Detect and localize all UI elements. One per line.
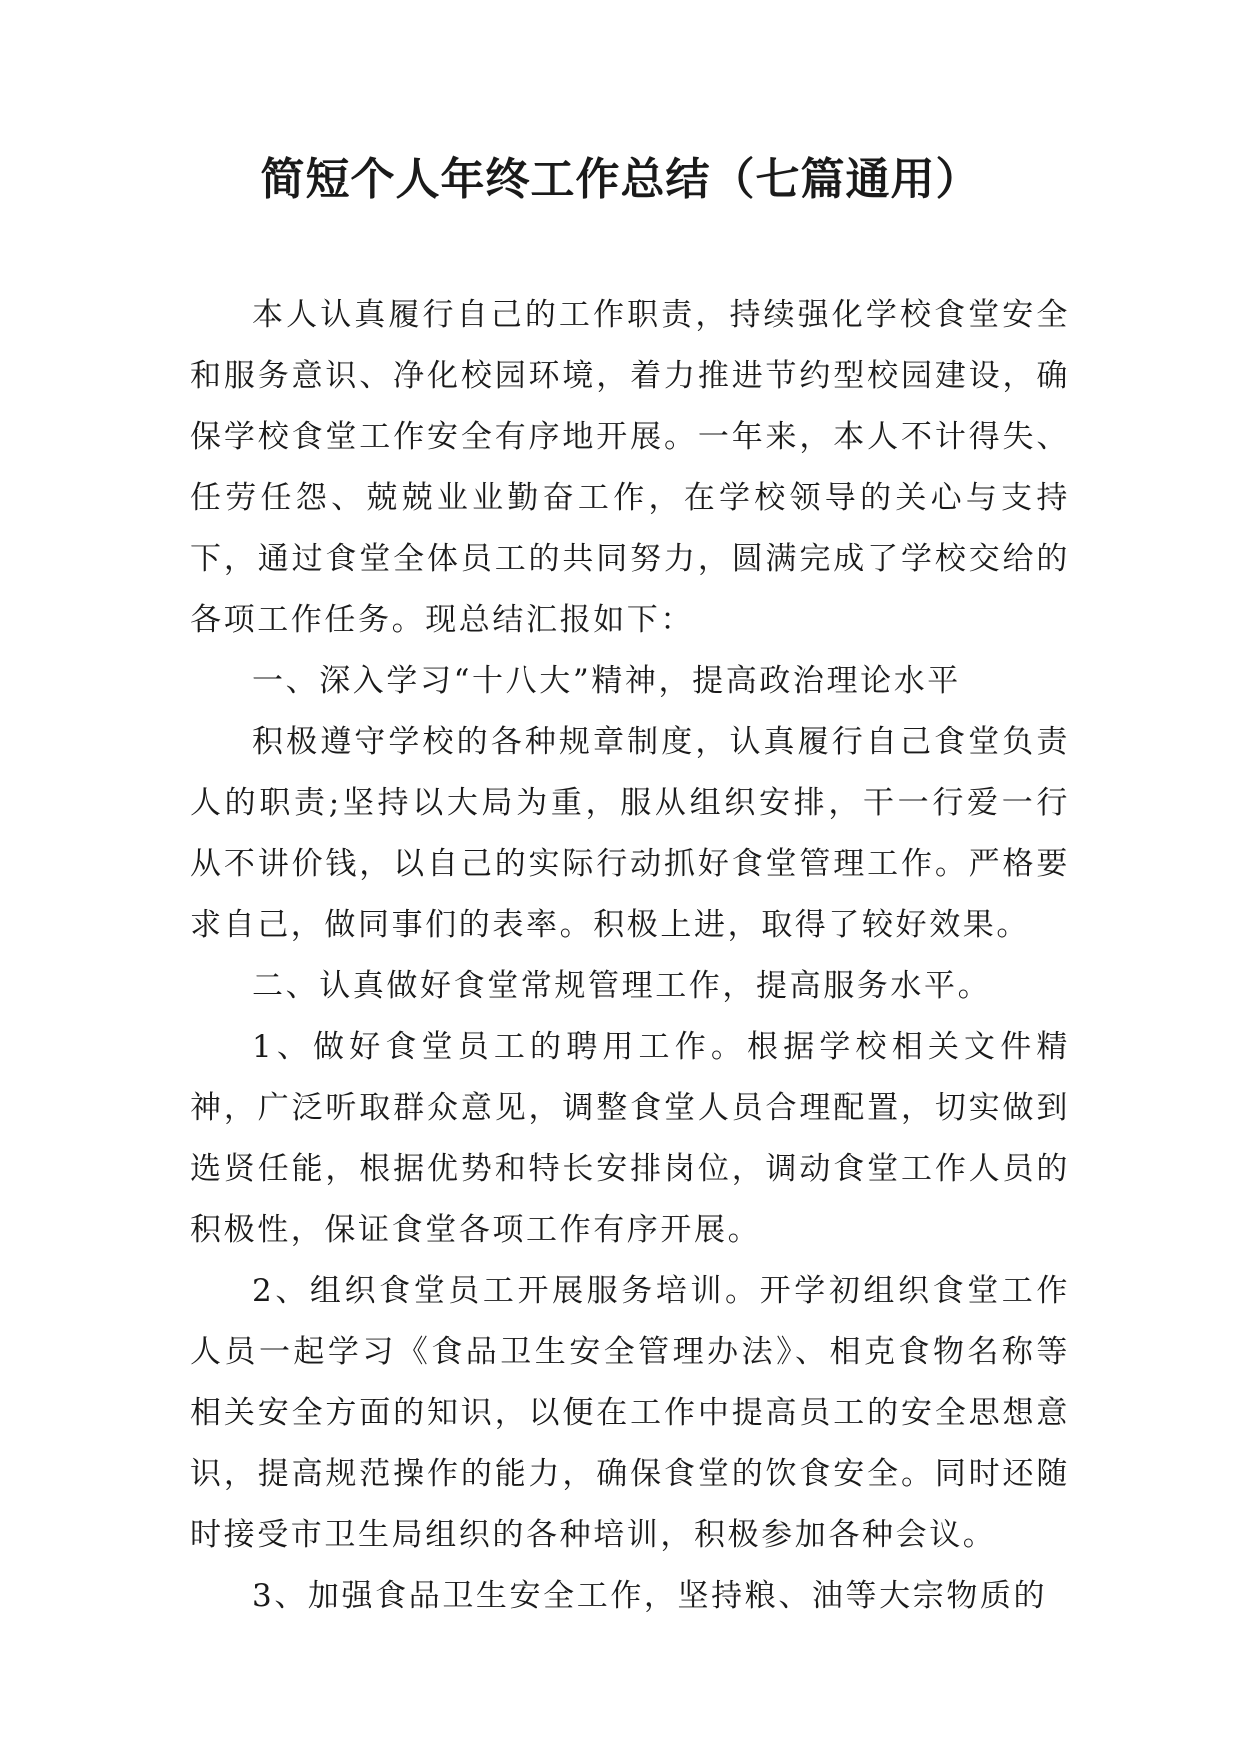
intro-paragraph: 本人认真履行自己的工作职责，持续强化学校食堂安全和服务意识、净化校园环境，着力推进节约型校园建设，确保学校食堂工作安全有序地开展。一年来，本人不计得失、任劳任怨、兢兢业业勤奋工作，在学校领导的关心与支持下，通过食堂全体员工的共同努力，圆满完成了学校交给的各项工作任务。现总结汇报如下： [190, 297, 1070, 638]
section-heading-1: 一、深入学习“十八大”精神，提高政治理论水平 [252, 663, 961, 699]
item-3-paragraph: 3、加强食品卫生安全工作，坚持粮、油等大宗物质的 [252, 1578, 1048, 1614]
section-1-paragraph: 积极遵守学校的各种规章制度，认真履行自己食堂负责人的职责;坚持以大局为重，服从组织安排，干一行爱一行从不讲价钱，以自己的实际行动抓好食堂管理工作。严格要求自己，做同事们的表率。积极上进，取得了较好效果。 [190, 724, 1070, 943]
item-1-paragraph: 1、做好食堂员工的聘用工作。根据学校相关文件精神，广泛听取群众意见，调整食堂人员合理配置，切实做到选贤任能，根据优势和特长安排岗位，调动食堂工作人员的积极性，保证食堂各项工作有序开展。 [190, 1029, 1070, 1248]
document-title: 简短个人年终工作总结（七篇通用） [260, 154, 981, 205]
section-heading-2: 二、认真做好食堂常规管理工作，提高服务水平。 [252, 968, 992, 1004]
item-2-paragraph: 2、组织食堂员工开展服务培训。开学初组织食堂工作人员一起学习《食品卫生安全管理办法》、相克食物名称等相关安全方面的知识，以便在工作中提高员工的安全思想意识，提高规范操作的能力，确保食堂的饮食安全。同时还随时接受市卫生局组织的各种培训，积极参加各种会议。 [190, 1273, 1070, 1553]
document-body [190, 285, 1070, 1627]
